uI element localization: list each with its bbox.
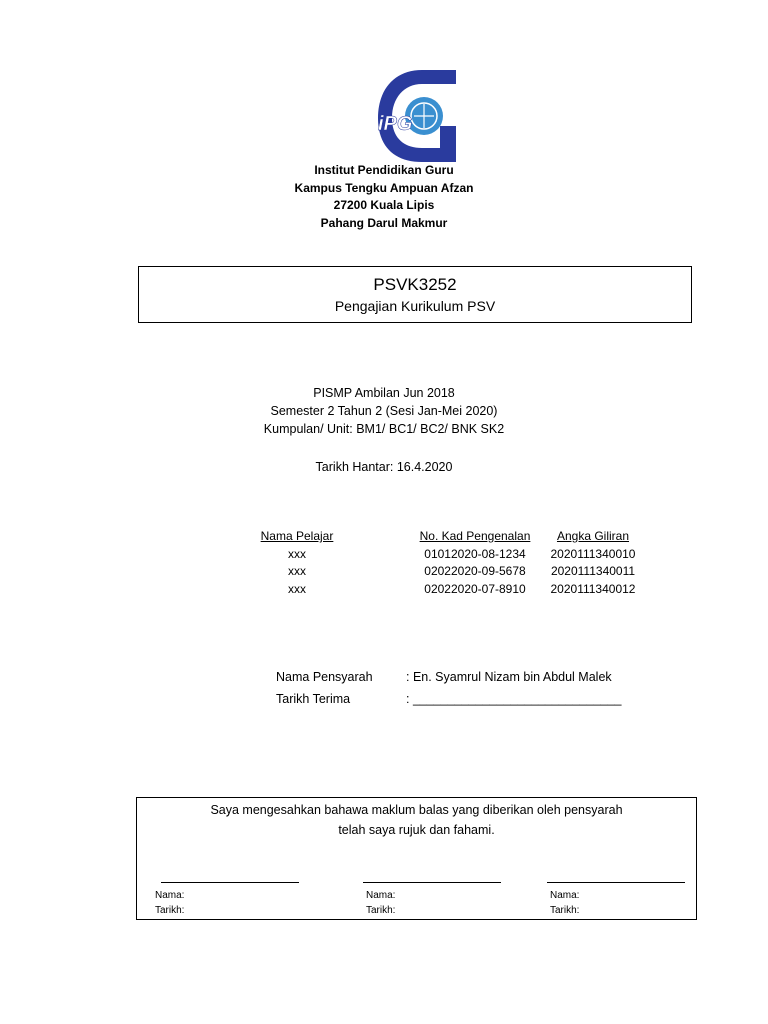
received-date-value: : ______________________________ bbox=[406, 692, 622, 706]
ic-number-cell: 01012020-08-1234 bbox=[424, 546, 526, 561]
confirmation-line-1: Saya mengesahkan bahawa maklum balas yang diberikan oleh pensyarah bbox=[210, 803, 623, 817]
state: Pahang Darul Makmur bbox=[320, 215, 448, 230]
ipg-logo bbox=[376, 68, 456, 164]
header-index-number: Angka Giliran bbox=[556, 529, 630, 543]
campus-name: Kampus Tengku Ampuan Afzan bbox=[294, 180, 474, 195]
signature-name-label: Nama: bbox=[155, 890, 185, 901]
student-name-cell: xxx bbox=[288, 564, 306, 578]
student-name-column bbox=[246, 528, 348, 598]
index-number-cell: 2020111340012 bbox=[550, 581, 636, 596]
program-intake: PISMP Ambilan Jun 2018 bbox=[313, 386, 455, 400]
course-box bbox=[138, 266, 692, 323]
institution-address bbox=[0, 162, 768, 232]
institution-name: Institut Pendidikan Guru bbox=[314, 163, 454, 177]
confirmation-statement bbox=[137, 800, 696, 840]
student-name-cell: xxx bbox=[288, 546, 306, 561]
signature-block-2 bbox=[366, 888, 395, 918]
header-student-name: Nama Pelajar bbox=[260, 529, 334, 543]
confirmation-box bbox=[136, 797, 697, 920]
index-number-column bbox=[540, 528, 646, 598]
signature-name-label: Nama: bbox=[550, 890, 580, 901]
signature-block-3 bbox=[550, 888, 579, 918]
header-ic-number: No. Kad Pengenalan bbox=[419, 529, 531, 543]
ic-number-cell: 02022020-07-8910 bbox=[424, 581, 526, 596]
course-code: PSVK3252 bbox=[373, 275, 457, 294]
postcode-city: 27200 Kuala Lipis bbox=[333, 198, 435, 212]
signature-name-label: Nama: bbox=[366, 890, 396, 901]
ic-number-column bbox=[410, 528, 540, 598]
course-title: Pengajian Kurikulum PSV bbox=[334, 298, 496, 314]
signature-line bbox=[547, 882, 685, 883]
signature-line bbox=[363, 882, 501, 883]
program-info bbox=[0, 384, 768, 438]
lecturer-name-label: Nama Pensyarah bbox=[276, 670, 373, 684]
signature-line bbox=[161, 882, 299, 883]
index-number-cell: 2020111340011 bbox=[550, 564, 636, 578]
signature-date-label: Tarikh: bbox=[366, 905, 396, 916]
signature-date-label: Tarikh: bbox=[155, 905, 185, 916]
signature-date-label: Tarikh: bbox=[550, 905, 580, 916]
index-number-cell: 2020111340010 bbox=[550, 546, 636, 561]
confirmation-line-2: telah saya rujuk dan fahami. bbox=[338, 823, 495, 837]
lecturer-values bbox=[406, 666, 622, 710]
student-name-cell: xxx bbox=[288, 581, 306, 596]
lecturer-name-value: : En. Syamrul Nizam bin Abdul Malek bbox=[406, 670, 612, 684]
logo-text: iPG bbox=[378, 113, 413, 135]
group-unit: Kumpulan/ Unit: BM1/ BC1/ BC2/ BNK SK2 bbox=[263, 422, 505, 436]
submit-date: Tarikh Hantar: 16.4.2020 bbox=[315, 460, 453, 474]
ic-number-cell: 02022020-09-5678 bbox=[424, 564, 526, 578]
semester-info: Semester 2 Tahun 2 (Sesi Jan-Mei 2020) bbox=[270, 404, 498, 418]
received-date-label: Tarikh Terima bbox=[276, 692, 351, 706]
lecturer-labels bbox=[276, 666, 373, 710]
signature-block-1 bbox=[155, 888, 184, 918]
